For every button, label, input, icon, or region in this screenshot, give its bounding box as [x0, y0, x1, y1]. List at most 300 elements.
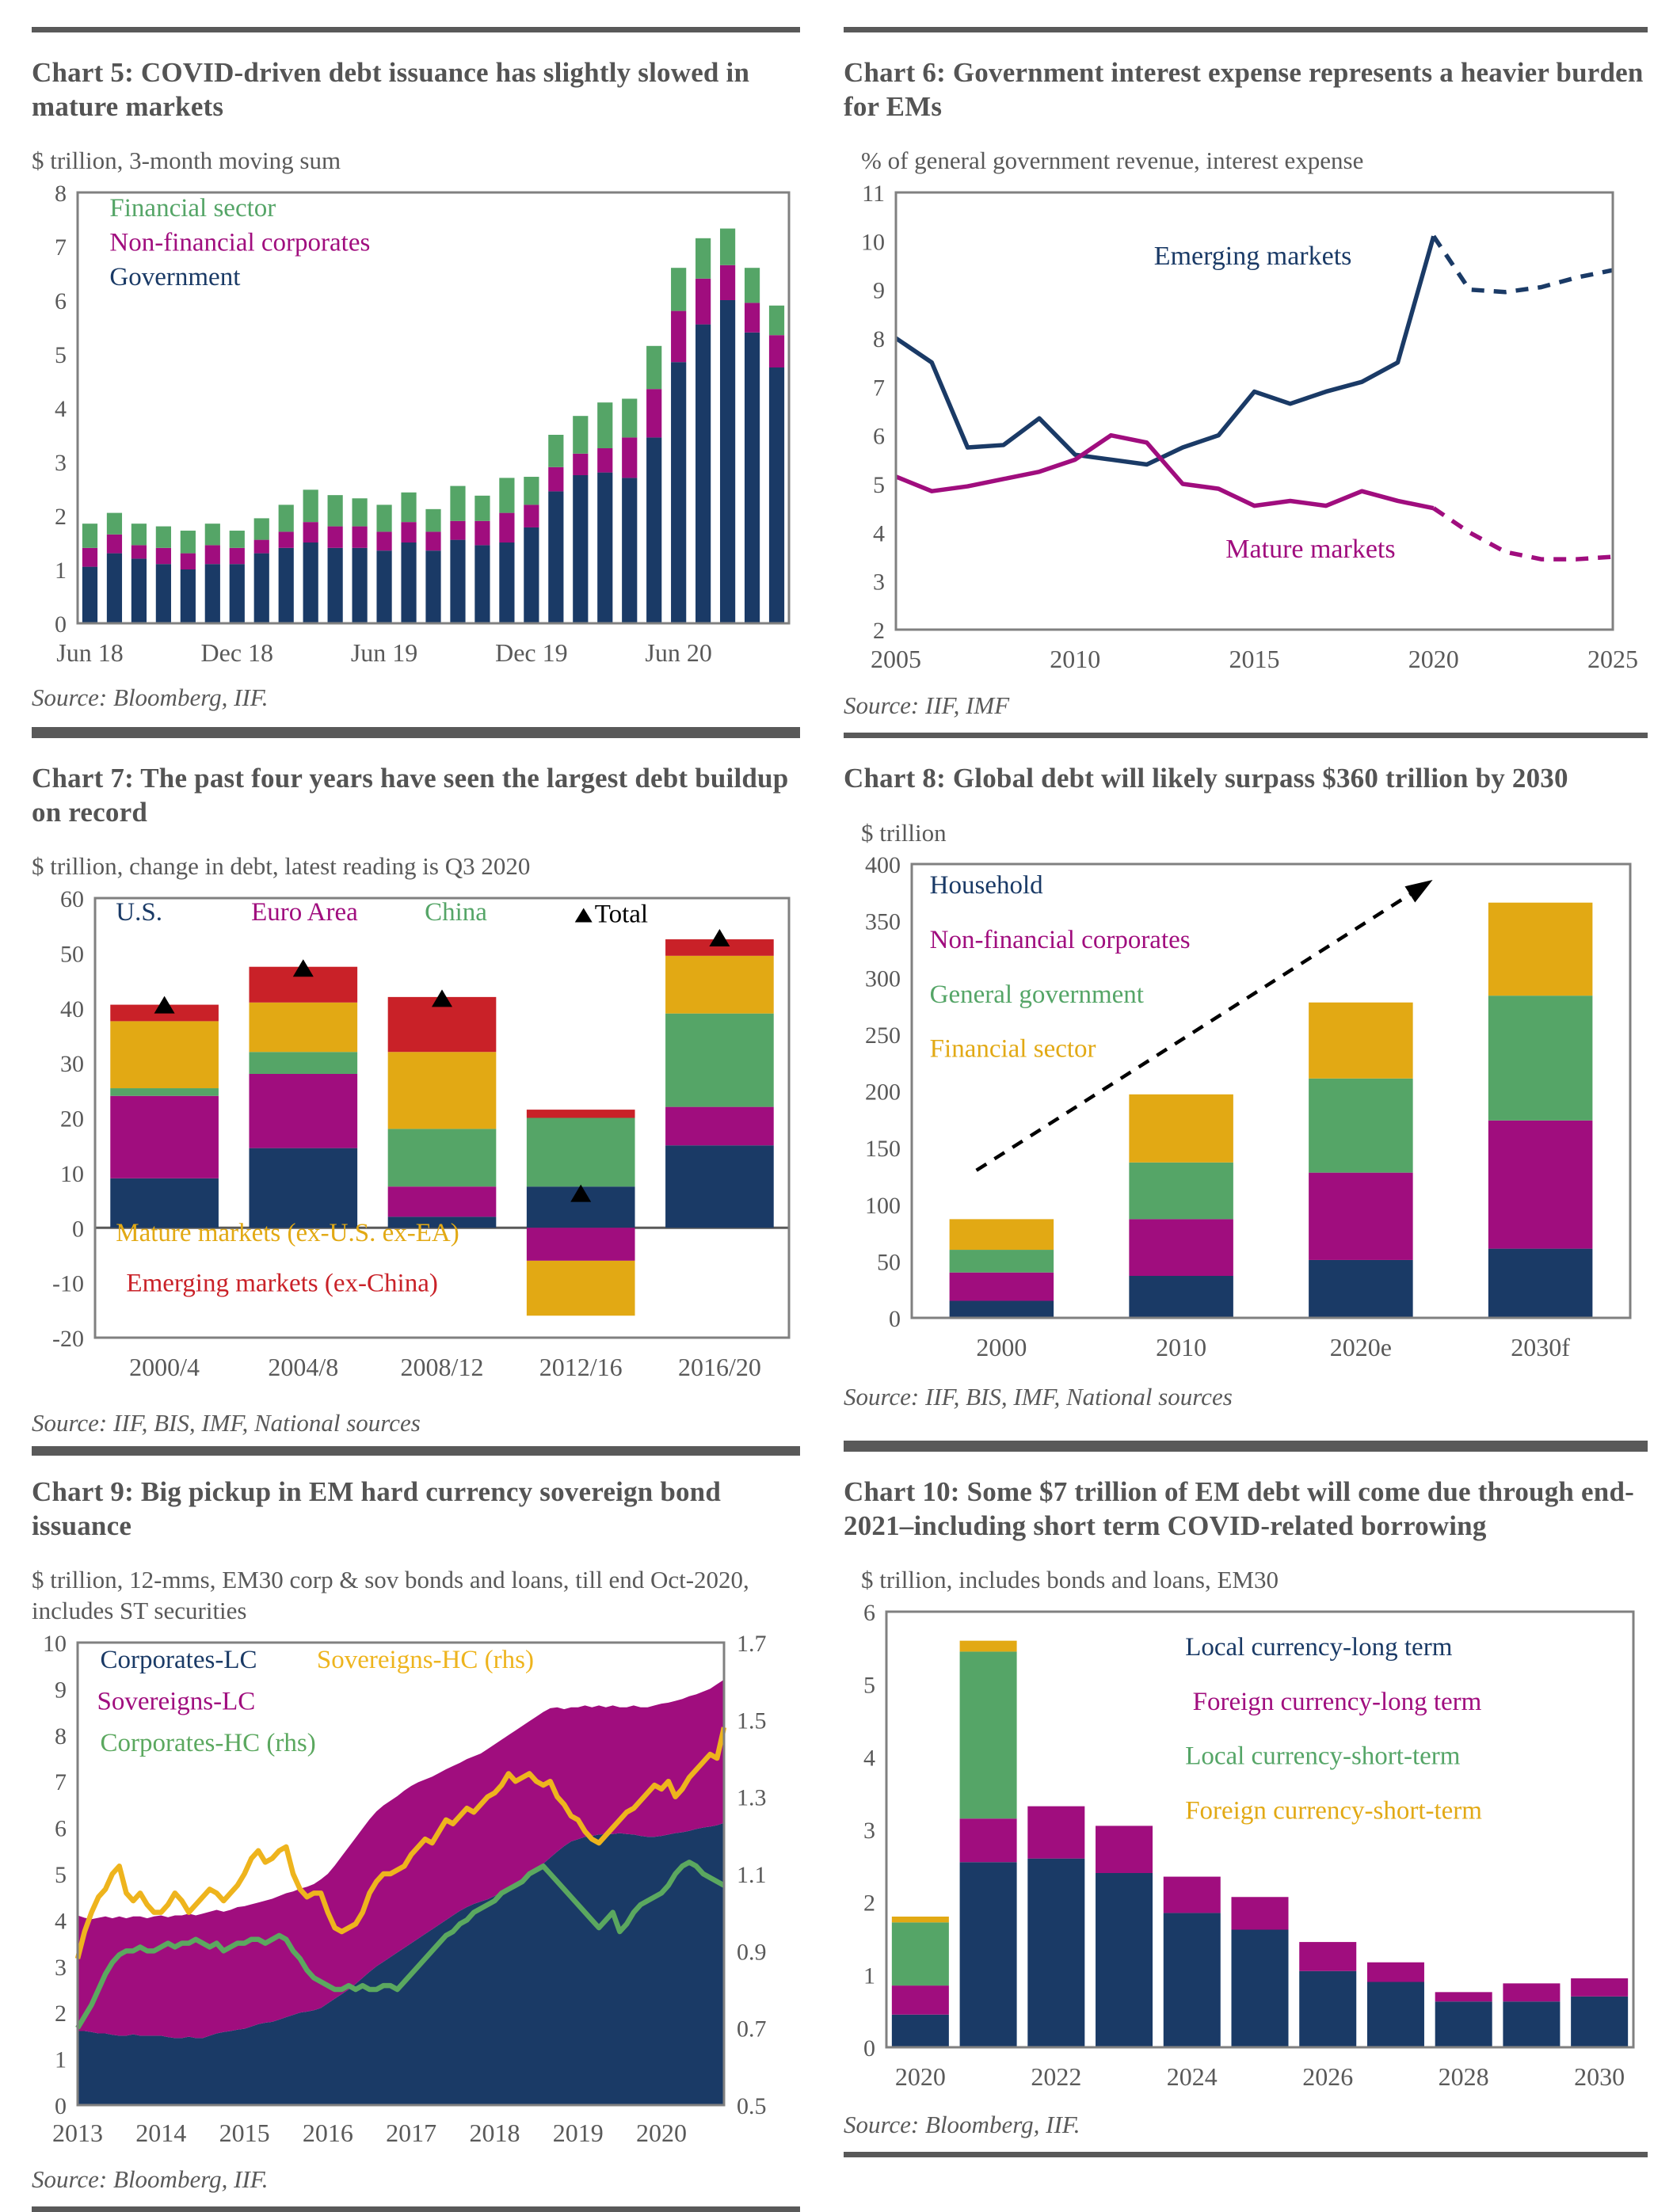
y-tick-label: 3	[55, 1954, 67, 1981]
y-tick-label: 200	[865, 1079, 901, 1106]
bar-segment	[622, 438, 637, 478]
line-mature-markets-forecast	[1434, 508, 1613, 559]
chart10-title: Chart 10: Some $7 trillion of EM debt will come due through end-2021–including short term COVID-related borrowing	[844, 1476, 1634, 1541]
y-tick-label: 5	[873, 472, 885, 499]
chart10-block	[844, 1446, 1648, 2139]
bar-segment	[597, 402, 612, 448]
chart6-source: Source: IIF, IMF	[844, 691, 1010, 720]
chart5-title: Chart 5: COVID-driven debt issuance has slightly slowed in mature markets	[32, 57, 750, 122]
y-tick-label: 6	[863, 1600, 875, 1627]
bar-segment	[230, 531, 245, 548]
x-tick-label: Jun 18	[56, 638, 124, 668]
chart8-subtitle: $ trillion	[861, 818, 947, 847]
x-tick-label: 2000/4	[129, 1353, 200, 1382]
x-tick-label: 2016/20	[677, 1353, 761, 1382]
bar-segment	[1129, 1220, 1233, 1277]
bar-segment	[769, 367, 784, 623]
bar-segment	[279, 548, 294, 623]
x-tick-label: 2015	[219, 2118, 270, 2147]
bar-segment	[665, 1014, 774, 1107]
bar-segment	[107, 554, 122, 623]
bar-segment	[279, 505, 294, 532]
bar-segment	[745, 333, 760, 623]
chart10-stacked-bar-canvas	[844, 1600, 1648, 2103]
top-rule	[32, 733, 800, 738]
legend-u-s: U.S.	[116, 897, 162, 927]
legend-total: Total	[594, 900, 649, 929]
x-tick-label: 2022	[1031, 2062, 1082, 2092]
legend-household: Household	[929, 871, 1043, 900]
legend-non-financial-corporates: Non-financial corporates	[929, 926, 1191, 955]
y-tick-label: 0	[72, 1216, 84, 1243]
bar-segment	[328, 495, 343, 526]
bar-segment	[1488, 903, 1593, 996]
bar-segment	[671, 362, 686, 623]
bar-segment	[205, 564, 220, 623]
bar-segment	[303, 543, 318, 623]
y-tick-label: 30	[60, 1051, 84, 1078]
y-tick-label: 6	[873, 423, 885, 450]
bar-segment	[960, 1818, 1017, 1862]
bar-segment	[1309, 1260, 1413, 1318]
bar-segment	[527, 1110, 635, 1117]
y-tick-label: 100	[865, 1193, 901, 1220]
bar-segment	[474, 496, 490, 521]
y-tick-label: 150	[865, 1136, 901, 1163]
legend-china: China	[425, 897, 487, 927]
bar-segment	[131, 523, 147, 545]
y-tick-label: 9	[873, 277, 885, 304]
x-tick-label: Dec 19	[495, 638, 568, 668]
bar-segment	[745, 303, 760, 333]
y-tick-label: 7	[55, 234, 67, 261]
chart7-block	[32, 733, 800, 1446]
y-tick-label: 5	[55, 342, 67, 369]
y-tick-label: 2	[873, 618, 885, 645]
bar-segment	[425, 509, 440, 532]
bar-segment	[156, 527, 171, 548]
y-tick-label: 3	[55, 450, 67, 477]
legend-general-government: General government	[929, 980, 1144, 1010]
legend-corporates-hc-rhs: Corporates-HC (rhs)	[100, 1729, 316, 1758]
bar-segment	[960, 1652, 1017, 1819]
y-tick-label: 10	[60, 1161, 84, 1187]
bar-segment	[950, 1301, 1054, 1318]
x-tick-label: 2025	[1587, 645, 1638, 674]
bar-segment	[1488, 1121, 1593, 1249]
legend-financial-sector: Financial sector	[929, 1034, 1096, 1064]
bar-segment	[720, 265, 735, 300]
x-tick-label: 2004/8	[268, 1353, 339, 1382]
legend-corporates-lc: Corporates-LC	[100, 1645, 257, 1674]
y2-tick-label: 0.9	[737, 1939, 767, 1966]
bar-segment	[303, 489, 318, 522]
bar-segment	[82, 567, 97, 623]
line-emerging-markets-forecast	[1434, 236, 1613, 292]
bar-segment	[671, 268, 686, 310]
y2-tick-label: 0.7	[737, 2016, 767, 2043]
chart7-source: Source: IIF, BIS, IMF, National sources	[32, 1409, 421, 1437]
x-tick-label: 2024	[1166, 2062, 1218, 2092]
bar-segment	[1571, 1997, 1628, 2047]
bar-segment	[401, 543, 416, 623]
chart8-stacked-bar-canvas	[844, 852, 1648, 1375]
bar-segment	[376, 532, 391, 551]
bar-segment	[548, 467, 563, 492]
y-tick-label: 300	[865, 965, 901, 992]
chart6-title: Chart 6: Government interest expense represents a heavier burden for EMs	[844, 57, 1644, 122]
bar-segment	[892, 1922, 949, 1985]
bar-segment	[720, 300, 735, 623]
y-tick-label: 4	[863, 1745, 875, 1772]
bar-segment	[110, 1088, 219, 1096]
chart9-block	[32, 1446, 800, 2193]
y-tick-label: 1	[55, 558, 67, 584]
bar-segment	[376, 550, 391, 623]
bar-segment	[181, 569, 196, 623]
bar-segment	[450, 521, 465, 540]
bar-segment	[249, 1052, 357, 1074]
y-tick-label: 350	[865, 909, 901, 936]
chart9-title: Chart 9: Big pickup in EM hard currency sovereign bond issuance	[32, 1476, 722, 1541]
bar-segment	[376, 505, 391, 532]
y-tick-label: 1	[863, 1963, 875, 1989]
y-tick-label: 5	[863, 1672, 875, 1699]
bar-segment	[230, 548, 245, 564]
chart6-subtitle: % of general government revenue, interest expense	[861, 147, 1364, 175]
chart8-source: Source: IIF, BIS, IMF, National sources	[844, 1383, 1233, 1411]
bar-segment	[695, 279, 711, 325]
y2-tick-label: 1.7	[737, 1630, 767, 1657]
bar-segment	[107, 535, 122, 554]
bar-segment	[769, 306, 784, 335]
bar-segment	[254, 554, 269, 623]
bar-segment	[156, 564, 171, 623]
bar-segment	[1435, 2001, 1492, 2047]
bar-segment	[156, 548, 171, 564]
y-tick-label: 0	[55, 611, 67, 638]
spacer	[844, 1424, 1648, 1441]
bottom-rule	[32, 727, 800, 733]
chart8-title: Chart 8: Global debt will likely surpass $360 trillion by 2030	[844, 763, 1568, 794]
y-tick-label: -10	[52, 1270, 84, 1297]
bar-segment	[622, 399, 637, 438]
bar-segment	[181, 554, 196, 569]
bar-segment	[181, 531, 196, 554]
chart9-source: Source: Bloomberg, IIF.	[32, 2164, 269, 2193]
bar-segment	[110, 1096, 219, 1178]
bar-segment	[573, 416, 588, 454]
x-tick-label: 2013	[52, 2118, 103, 2147]
bar-segment	[527, 1261, 635, 1315]
y2-tick-label: 1.5	[737, 1708, 767, 1734]
y-tick-label: 4	[55, 1908, 67, 1935]
chart5-block	[32, 27, 800, 733]
bar-segment	[131, 559, 147, 624]
x-tick-label: 2020e	[1329, 1333, 1392, 1362]
bar-segment	[499, 543, 514, 623]
legend-local-currency-long-term: Local currency-long term	[1185, 1633, 1453, 1662]
y-tick-label: 50	[877, 1249, 901, 1276]
x-tick-label: 2020	[894, 2062, 946, 2092]
bar-segment	[665, 1107, 774, 1146]
y-tick-label: 0	[863, 2035, 875, 2062]
y-tick-label: 2	[863, 1890, 875, 1917]
y-tick-label: 9	[55, 1677, 67, 1704]
bar-segment	[249, 1074, 357, 1148]
bar-segment	[1129, 1095, 1233, 1163]
bar-segment	[1231, 1897, 1288, 1929]
legend-foreign-currency-long-term: Foreign currency-long term	[1192, 1687, 1482, 1716]
x-tick-label: 2019	[552, 2118, 604, 2147]
y-tick-label: 2	[55, 504, 67, 531]
top-rule	[844, 27, 1648, 32]
bar-segment	[573, 475, 588, 623]
total-marker	[709, 929, 730, 946]
legend-mature-markets: Mature markets	[1225, 535, 1396, 565]
legend-sovereigns-hc-rhs: Sovereigns-HC (rhs)	[316, 1645, 534, 1674]
bar-segment	[249, 1148, 357, 1228]
chart10-subtitle: $ trillion, includes bonds and loans, EM30	[861, 1566, 1279, 1594]
y-tick-label: 400	[865, 852, 901, 879]
bar-segment	[110, 1022, 219, 1089]
chart7-title: Chart 7: The past four years have seen the largest debt buildup on record	[32, 763, 789, 828]
bottom-rule	[32, 2206, 800, 2212]
y-tick-label: 250	[865, 1022, 901, 1049]
bar-segment	[1503, 2001, 1560, 2047]
x-tick-label: 2020	[636, 2118, 688, 2147]
y-tick-label: 10	[861, 229, 885, 256]
bar-segment	[1096, 1873, 1153, 2047]
bar-segment	[646, 346, 661, 389]
bar-segment	[1435, 1992, 1492, 2001]
bar-segment	[695, 325, 711, 623]
bar-segment	[892, 1917, 949, 1922]
y-tick-label: 10	[43, 1630, 67, 1657]
x-tick-label: 2005	[871, 645, 921, 674]
bar-segment	[527, 1228, 635, 1261]
bar-segment	[254, 540, 269, 554]
top-rule	[844, 1446, 1648, 1452]
legend-emerging-markets: Emerging markets	[1153, 242, 1352, 272]
x-tick-label: 2018	[469, 2118, 520, 2147]
y2-tick-label: 1.1	[737, 1861, 767, 1888]
bar-segment	[450, 486, 465, 521]
bar-segment	[1488, 1249, 1593, 1318]
x-tick-label: 2008/12	[400, 1353, 484, 1382]
bar-segment	[1129, 1276, 1233, 1318]
y-tick-label: 11	[862, 181, 885, 207]
y-tick-label: 20	[60, 1106, 84, 1133]
legend-euro-area: Euro Area	[251, 897, 358, 927]
bar-segment	[474, 546, 490, 624]
bar-segment	[388, 1186, 497, 1216]
bar-segment	[1571, 1978, 1628, 1997]
legend-non-financial-corporates: Non-financial corporates	[109, 228, 371, 257]
bar-segment	[960, 1641, 1017, 1652]
y-tick-label: 6	[55, 1815, 67, 1842]
y-tick-label: 6	[55, 288, 67, 315]
chart7-stacked-bar-canvas	[32, 886, 800, 1401]
chart6-block	[844, 27, 1648, 733]
bar-segment	[249, 1003, 357, 1052]
x-tick-label: 2017	[386, 2118, 437, 2147]
bar-segment	[401, 522, 416, 543]
bar-segment	[388, 1052, 497, 1129]
legend-government: Government	[109, 263, 241, 292]
x-tick-label: 2015	[1229, 645, 1280, 674]
top-rule	[32, 1446, 800, 1452]
bar-segment	[82, 523, 97, 548]
bar-segment	[892, 2015, 949, 2047]
y-tick-label: 1	[55, 2046, 67, 2073]
chart8-block	[844, 733, 1648, 1446]
y-tick-label: 0	[55, 2092, 67, 2119]
bar-segment	[695, 238, 711, 279]
x-tick-label: 2020	[1408, 645, 1459, 674]
y-tick-label: -20	[52, 1326, 84, 1353]
y-tick-label: 50	[60, 941, 84, 968]
bottom-rule	[844, 1441, 1648, 1446]
x-tick-label: Jun 19	[350, 638, 418, 668]
bar-segment	[524, 527, 539, 623]
y-tick-label: 2	[55, 2001, 67, 2027]
bar-segment	[401, 493, 416, 522]
x-tick-label: 2000	[976, 1333, 1027, 1362]
bar-segment	[1164, 1913, 1221, 2048]
bar-segment	[527, 1118, 635, 1187]
bar-segment	[230, 564, 245, 623]
x-tick-label: 2030	[1574, 2062, 1625, 2092]
bar-segment	[205, 523, 220, 545]
bar-segment	[1096, 1826, 1153, 1874]
bar-segment	[328, 527, 343, 548]
bar-segment	[1299, 1942, 1356, 1971]
y-tick-label: 8	[873, 326, 885, 353]
bar-segment	[1367, 1982, 1424, 2048]
bar-segment	[646, 389, 661, 437]
x-tick-label: 2010	[1050, 645, 1101, 674]
bar-segment	[646, 438, 661, 624]
bar-segment	[474, 521, 490, 546]
bar-segment	[1488, 996, 1593, 1121]
y-tick-label: 8	[55, 181, 67, 207]
bar-segment	[524, 477, 539, 504]
bar-segment	[1309, 1079, 1413, 1173]
y-tick-label: 7	[873, 375, 885, 402]
legend-triangle-marker	[575, 908, 593, 923]
bar-segment	[665, 956, 774, 1014]
y-tick-label: 7	[55, 1769, 67, 1796]
chart7-subtitle: $ trillion, change in debt, latest reading is Q3 2020	[32, 852, 531, 881]
bar-segment	[573, 454, 588, 475]
bar-segment	[1027, 1807, 1084, 1859]
bar-segment	[303, 522, 318, 543]
legend-financial-sector: Financial sector	[109, 194, 276, 223]
y2-tick-label: 1.3	[737, 1784, 767, 1811]
bar-segment	[1164, 1877, 1221, 1913]
bar-segment	[450, 540, 465, 623]
bar-segment	[745, 268, 760, 303]
bar-segment	[1027, 1859, 1084, 2047]
legend-foreign-currency-short-term: Foreign currency-short-term	[1185, 1796, 1482, 1826]
top-rule	[32, 27, 800, 32]
bar-segment	[1309, 1003, 1413, 1079]
bar-segment	[328, 548, 343, 623]
y-tick-label: 3	[863, 1818, 875, 1845]
bar-segment	[1129, 1163, 1233, 1220]
bar-segment	[1299, 1971, 1356, 2047]
bar-segment	[353, 548, 368, 623]
bar-segment	[892, 1985, 949, 2015]
x-tick-label: 2028	[1438, 2062, 1489, 2092]
bar-segment	[388, 1129, 497, 1187]
x-tick-label: 2012/16	[539, 1353, 623, 1382]
top-rule	[844, 733, 1648, 738]
chart5-subtitle: $ trillion, 3-month moving sum	[32, 147, 341, 175]
bar-segment	[769, 335, 784, 367]
y-tick-label: 5	[55, 1861, 67, 1888]
bar-segment	[671, 311, 686, 363]
bar-segment	[524, 505, 539, 528]
legend-sovereigns-lc: Sovereigns-LC	[97, 1687, 256, 1716]
bar-segment	[353, 498, 368, 526]
bar-segment	[1309, 1173, 1413, 1260]
bar-segment	[950, 1220, 1054, 1251]
bar-segment	[950, 1250, 1054, 1273]
chart9-area-canvas	[32, 1630, 800, 2157]
bar-segment	[597, 448, 612, 473]
bar-segment	[622, 478, 637, 624]
bottom-rule	[844, 2152, 1648, 2157]
trend-arrow-head	[1404, 880, 1432, 902]
x-tick-label: 2014	[135, 2118, 187, 2147]
bar-segment	[1231, 1930, 1288, 2048]
bar-segment	[131, 546, 147, 559]
bar-segment	[1503, 1983, 1560, 2001]
bar-segment	[1367, 1963, 1424, 1982]
x-tick-label: 2026	[1302, 2062, 1354, 2092]
bar-segment	[950, 1273, 1054, 1301]
bar-segment	[425, 550, 440, 623]
series-local-currency-long-term	[892, 1859, 1628, 2047]
y-tick-label: 40	[60, 996, 84, 1022]
y-tick-label: 4	[873, 520, 885, 547]
x-tick-label: 2030f	[1511, 1333, 1570, 1362]
chart6-line-canvas	[844, 181, 1648, 683]
bar-segment	[499, 513, 514, 543]
bar-segment	[254, 519, 269, 540]
y-tick-label: 4	[55, 396, 67, 423]
y-tick-label: 3	[873, 569, 885, 596]
y-tick-label: 8	[55, 1723, 67, 1749]
bar-segment	[597, 473, 612, 623]
chart10-source: Source: Bloomberg, IIF.	[844, 2111, 1080, 2139]
bar-segment	[107, 513, 122, 535]
legend-local-currency-short-term: Local currency-short-term	[1185, 1742, 1461, 1771]
x-tick-label: 2010	[1156, 1333, 1207, 1362]
bar-segment	[548, 492, 563, 624]
y2-tick-label: 0.5	[737, 2092, 767, 2119]
chart-grid	[32, 27, 1648, 2193]
chart9-subtitle: $ trillion, 12-mms, EM30 corp & sov bonds and loans, till end Oct-2020, includes ST securities	[32, 1566, 749, 1625]
x-tick-label: Dec 18	[200, 638, 274, 668]
x-tick-label: 2016	[302, 2118, 353, 2147]
bar-segment	[82, 548, 97, 567]
bar-segment	[425, 532, 440, 551]
bar-segment	[499, 478, 514, 513]
chart5-source: Source: Bloomberg, IIF.	[32, 683, 269, 712]
